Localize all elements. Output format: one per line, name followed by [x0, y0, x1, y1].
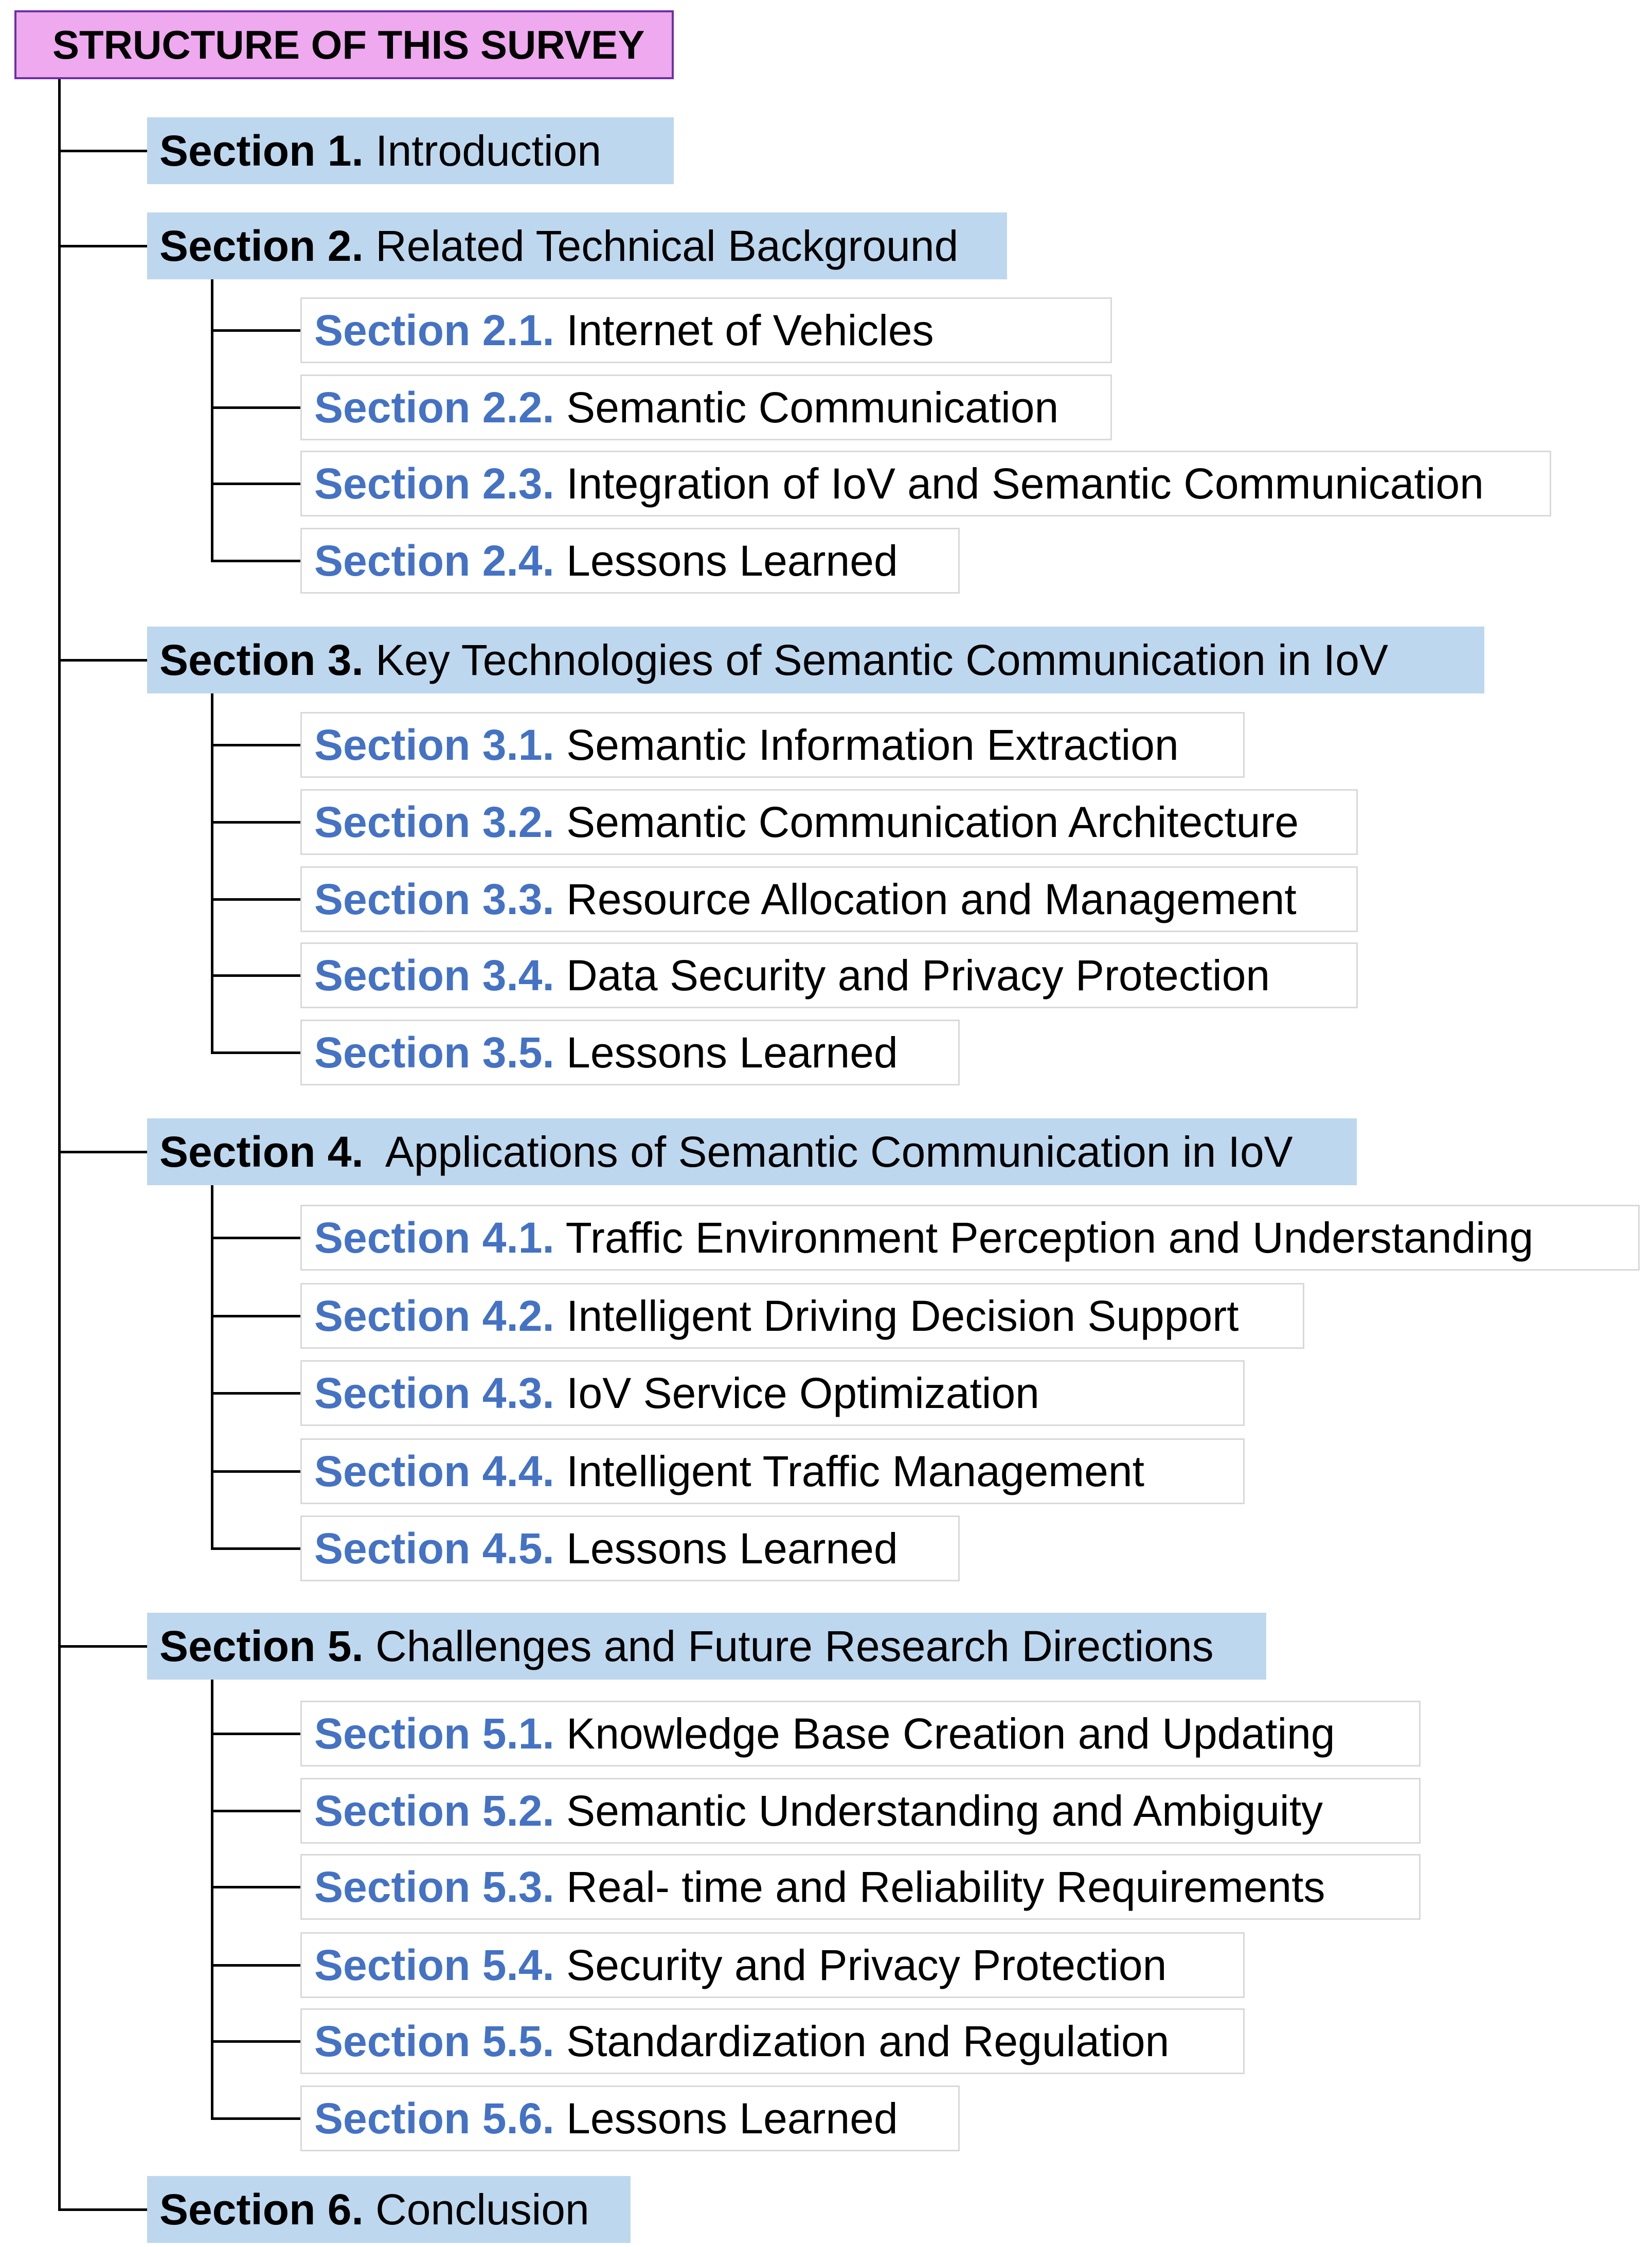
subsection-connector [211, 1547, 300, 1550]
section-connector [58, 150, 147, 152]
main-tree-spine [58, 79, 61, 2211]
section-title: Key Technologies of Semantic Communication in IoV [363, 636, 1388, 684]
section-title: Traffic Environment Perception and Understanding [554, 1214, 1534, 1262]
subsection-connector [211, 1051, 300, 1054]
section-heading-1 [147, 117, 674, 184]
section-number: Section 2.3. [314, 459, 554, 508]
section-number: Section 3.4. [314, 951, 554, 1000]
section-title: Semantic Communication Architecture [554, 798, 1299, 846]
subsection-connector [211, 329, 300, 332]
section-title: Knowledge Base Creation and Updating [554, 1709, 1335, 1758]
section-number: Section 4.1. [314, 1214, 554, 1262]
section-title: Data Security and Privacy Protection [554, 951, 1270, 1000]
section-number: Section 4.4. [314, 1447, 554, 1495]
section-number: Section 5. [159, 1622, 364, 1670]
section-connector [58, 245, 147, 247]
section-title: Lessons Learned [554, 1524, 898, 1573]
subsection-connector [211, 483, 300, 485]
subsection-2-4 [300, 528, 960, 594]
subsection-4-1 [300, 1205, 1640, 1271]
subsection-3-4 [300, 942, 1358, 1008]
section-number: Section 5.5. [314, 2017, 554, 2065]
subsection-connector [211, 974, 300, 977]
subsection-4-3 [300, 1360, 1245, 1426]
section-number: Section 3.5. [314, 1028, 554, 1077]
subsection-3-1 [300, 712, 1245, 778]
section-number: Section 1. [159, 127, 364, 175]
section-connector [58, 659, 147, 662]
subsection-4-2 [300, 1283, 1304, 1349]
section-heading-5 [147, 1613, 1266, 1680]
subsection-4-4 [300, 1438, 1245, 1504]
section-title: Introduction [363, 127, 602, 175]
section-title: Integration of IoV and Semantic Communication [554, 459, 1484, 508]
subsection-connector [211, 406, 300, 409]
subsection-spine-5 [211, 1680, 213, 2120]
section-title: Intelligent Traffic Management [554, 1447, 1144, 1495]
subsection-connector [211, 2040, 300, 2043]
section-number: Section 2. [159, 222, 364, 270]
section-number: Section 6. [159, 2185, 364, 2234]
subsection-5-3 [300, 1854, 1421, 1920]
section-number: Section 3.3. [314, 875, 554, 923]
section-title: Semantic Communication [554, 383, 1059, 432]
section-number: Section 2.4. [314, 537, 554, 585]
section-title: Lessons Learned [554, 2094, 898, 2143]
subsection-connector [211, 560, 300, 562]
subsection-5-5 [300, 2008, 1245, 2074]
subsection-connector [211, 1470, 300, 1473]
section-title: Intelligent Driving Decision Support [554, 1292, 1239, 1340]
subsection-connector [211, 821, 300, 824]
section-number: Section 4.3. [314, 1369, 554, 1417]
subsection-5-6 [300, 2085, 960, 2151]
section-number: Section 2.1. [314, 306, 554, 354]
section-heading-2 [147, 212, 1007, 279]
subsection-3-3 [300, 866, 1358, 932]
section-number: Section 3.1. [314, 721, 554, 769]
subsection-3-2 [300, 789, 1358, 855]
section-title: Lessons Learned [554, 537, 898, 585]
subsection-connector [211, 1810, 300, 1812]
section-number: Section 5.6. [314, 2094, 554, 2143]
section-number: Section 4. [159, 1128, 364, 1176]
subsection-connector [211, 1392, 300, 1395]
section-title: Security and Privacy Protection [554, 1941, 1167, 1989]
section-title: Real- time and Reliability Requirements [554, 1863, 1325, 1911]
subsection-2-3 [300, 451, 1551, 516]
section-title: Challenges and Future Research Directions [363, 1622, 1214, 1670]
section-heading-4 [147, 1118, 1357, 1185]
subsection-5-1 [300, 1701, 1421, 1767]
section-connector [58, 1645, 147, 1648]
section-number: Section 3. [159, 636, 364, 684]
subsection-connector [211, 1733, 300, 1735]
subsection-connector [211, 1886, 300, 1888]
subsection-2-2 [300, 374, 1112, 440]
subsection-spine-4 [211, 1185, 213, 1550]
section-title: Semantic Information Extraction [554, 721, 1179, 769]
section-title: Resource Allocation and Management [554, 875, 1297, 923]
subsection-3-5 [300, 1020, 960, 1085]
section-title: Conclusion [363, 2185, 589, 2234]
section-heading-6 [147, 2176, 631, 2243]
section-number: Section 4.2. [314, 1292, 554, 1340]
survey-structure-title: STRUCTURE OF THIS SURVEY [14, 10, 674, 79]
section-connector [58, 1151, 147, 1153]
section-title: Semantic Understanding and Ambiguity [554, 1787, 1323, 1835]
section-number: Section 5.4. [314, 1941, 554, 1989]
section-title: IoV Service Optimization [554, 1369, 1039, 1417]
section-title: Applications of Semantic Communication in IoV [363, 1128, 1293, 1176]
subsection-2-1 [300, 297, 1112, 363]
section-title: Internet of Vehicles [554, 306, 934, 354]
section-number: Section 5.2. [314, 1787, 554, 1835]
subsection-spine-2 [211, 279, 213, 562]
subsection-connector [211, 898, 300, 901]
section-title: Lessons Learned [554, 1028, 898, 1077]
section-number: Section 2.2. [314, 383, 554, 432]
section-title: Standardization and Regulation [554, 2017, 1170, 2065]
subsection-connector [211, 1964, 300, 1967]
subsection-spine-3 [211, 693, 213, 1054]
subsection-5-4 [300, 1932, 1245, 1998]
section-heading-3 [147, 627, 1484, 693]
subsection-connector [211, 744, 300, 746]
subsection-connector [211, 2117, 300, 2120]
subsection-connector [211, 1237, 300, 1239]
subsection-4-5 [300, 1515, 960, 1581]
section-number: Section 5.3. [314, 1863, 554, 1911]
section-number: Section 5.1. [314, 1709, 554, 1758]
subsection-connector [211, 1315, 300, 1317]
section-number: Section 3.2. [314, 798, 554, 846]
section-number: Section 4.5. [314, 1524, 554, 1573]
subsection-5-2 [300, 1778, 1421, 1844]
section-title: Related Technical Background [363, 222, 959, 270]
section-connector [58, 2208, 147, 2211]
